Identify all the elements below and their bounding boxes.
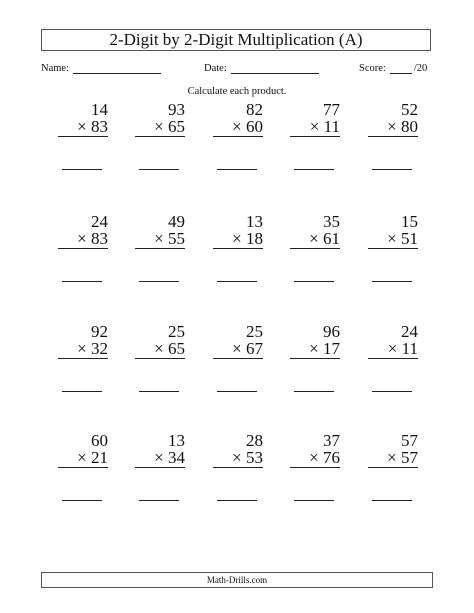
times-sign: × — [387, 117, 397, 136]
multiplicand: 37 — [323, 431, 340, 450]
multiplier-row — [58, 230, 108, 249]
multiplier: 34 — [168, 448, 185, 467]
answer-line[interactable] — [372, 169, 412, 170]
multiplier: 11 — [323, 117, 340, 136]
problem-17 — [135, 432, 185, 512]
multiplicand: 93 — [168, 100, 185, 119]
multiplicand: 13 — [246, 212, 263, 231]
worksheet-title-text: 2-Digit by 2-Digit Multiplication (A) — [109, 30, 363, 49]
multiplicand: 15 — [401, 212, 418, 231]
problem-16 — [58, 432, 108, 512]
times-sign: × — [154, 117, 164, 136]
multiplier-row — [135, 118, 185, 137]
multiplicand: 77 — [323, 100, 340, 119]
times-sign: × — [154, 339, 164, 358]
instructions-text: Calculate each product. — [187, 86, 287, 97]
problem-20 — [368, 432, 418, 512]
date-field[interactable] — [204, 62, 319, 74]
score-label: Score: — [359, 63, 386, 74]
answer-line[interactable] — [217, 391, 257, 392]
date-blank-line[interactable] — [231, 62, 319, 74]
multiplier: 80 — [401, 117, 418, 136]
multiplicand: 13 — [168, 431, 185, 450]
answer-line[interactable] — [372, 281, 412, 282]
problem-grid — [58, 101, 428, 511]
multiplier-row — [290, 230, 340, 249]
multiplier-row — [368, 449, 418, 468]
multiplier: 55 — [168, 229, 185, 248]
problem-5 — [368, 101, 418, 181]
multiplicand: 25 — [246, 322, 263, 341]
problem-9 — [290, 213, 340, 293]
multiplier: 83 — [91, 229, 108, 248]
multiplier-row — [213, 340, 263, 359]
answer-line[interactable] — [294, 169, 334, 170]
multiplicand: 52 — [401, 100, 418, 119]
multiplicand: 24 — [91, 212, 108, 231]
multiplier-row — [290, 340, 340, 359]
problem-3 — [213, 101, 263, 181]
multiplicand: 92 — [91, 322, 108, 341]
answer-line[interactable] — [62, 391, 102, 392]
multiplier-row — [135, 230, 185, 249]
answer-line[interactable] — [217, 281, 257, 282]
times-sign: × — [232, 339, 242, 358]
score-blank-line[interactable] — [390, 62, 412, 74]
times-sign: × — [309, 448, 319, 467]
multiplicand: 82 — [246, 100, 263, 119]
answer-line[interactable] — [372, 500, 412, 501]
multiplier: 32 — [91, 339, 108, 358]
multiplicand: 60 — [91, 431, 108, 450]
answer-line[interactable] — [62, 169, 102, 170]
multiplicand: 14 — [91, 100, 108, 119]
score-field[interactable] — [359, 62, 427, 74]
multiplier-row — [290, 449, 340, 468]
multiplier-row — [135, 340, 185, 359]
multiplier: 61 — [323, 229, 340, 248]
times-sign: × — [77, 448, 87, 467]
name-label: Name: — [41, 63, 69, 74]
problem-14 — [290, 323, 340, 403]
multiplier: 57 — [401, 448, 418, 467]
multiplier: 65 — [168, 117, 185, 136]
multiplier-row — [58, 118, 108, 137]
times-sign: × — [154, 448, 164, 467]
times-sign: × — [387, 339, 398, 358]
times-sign: × — [77, 339, 87, 358]
problem-12 — [135, 323, 185, 403]
name-blank-line[interactable] — [73, 62, 161, 74]
multiplier: 60 — [246, 117, 263, 136]
worksheet-title — [41, 29, 431, 51]
multiplier: 76 — [323, 448, 340, 467]
answer-line[interactable] — [139, 391, 179, 392]
times-sign: × — [154, 229, 164, 248]
times-sign: × — [309, 339, 319, 358]
multiplier: 21 — [91, 448, 108, 467]
footer — [41, 572, 433, 588]
date-label: Date: — [204, 63, 227, 74]
multiplier: 51 — [401, 229, 418, 248]
multiplier: 53 — [246, 448, 263, 467]
problem-8 — [213, 213, 263, 293]
times-sign: × — [232, 229, 242, 248]
multiplicand: 57 — [401, 431, 418, 450]
problem-2 — [135, 101, 185, 181]
times-sign: × — [387, 448, 397, 467]
multiplier-row — [368, 118, 418, 137]
times-sign: × — [232, 448, 242, 467]
problem-19 — [290, 432, 340, 512]
multiplicand: 24 — [401, 322, 418, 341]
multiplier-row — [58, 340, 108, 359]
multiplier-row — [368, 230, 418, 249]
problem-4 — [290, 101, 340, 181]
multiplicand: 96 — [323, 322, 340, 341]
multiplier: 67 — [246, 339, 263, 358]
multiplicand: 28 — [246, 431, 263, 450]
problem-7 — [135, 213, 185, 293]
multiplier-row — [58, 449, 108, 468]
multiplier-row — [368, 340, 418, 359]
answer-line[interactable] — [139, 169, 179, 170]
times-sign: × — [309, 117, 320, 136]
problem-13 — [213, 323, 263, 403]
problem-11 — [58, 323, 108, 403]
multiplier: 83 — [91, 117, 108, 136]
multiplier-row — [213, 230, 263, 249]
answer-line[interactable] — [294, 281, 334, 282]
footer-text: Math-Drills.com — [206, 575, 268, 585]
problem-18 — [213, 432, 263, 512]
answer-line[interactable] — [294, 391, 334, 392]
answer-line[interactable] — [62, 500, 102, 501]
multiplicand: 49 — [168, 212, 185, 231]
times-sign: × — [77, 117, 87, 136]
times-sign: × — [309, 229, 319, 248]
score-total: /20 — [413, 63, 428, 74]
multiplier-row — [135, 449, 185, 468]
problem-10 — [368, 213, 418, 293]
multiplier: 18 — [246, 229, 263, 248]
answer-line[interactable] — [217, 169, 257, 170]
answer-line[interactable] — [294, 500, 334, 501]
multiplicand: 25 — [168, 322, 185, 341]
multiplier-row — [213, 118, 263, 137]
multiplier-row — [213, 449, 263, 468]
multiplicand: 35 — [323, 212, 340, 231]
problem-1 — [58, 101, 108, 181]
answer-line[interactable] — [139, 281, 179, 282]
problem-15 — [368, 323, 418, 403]
student-info-row — [41, 62, 433, 78]
multiplier: 17 — [323, 339, 340, 358]
answer-line[interactable] — [217, 500, 257, 501]
multiplier-row — [290, 118, 340, 137]
times-sign: × — [77, 229, 87, 248]
multiplier: 65 — [168, 339, 185, 358]
name-field[interactable] — [41, 62, 161, 74]
answer-line[interactable] — [62, 281, 102, 282]
problem-6 — [58, 213, 108, 293]
multiplier: 11 — [401, 339, 418, 358]
times-sign: × — [387, 229, 397, 248]
times-sign: × — [232, 117, 242, 136]
answer-line[interactable] — [139, 500, 179, 501]
answer-line[interactable] — [372, 391, 412, 392]
